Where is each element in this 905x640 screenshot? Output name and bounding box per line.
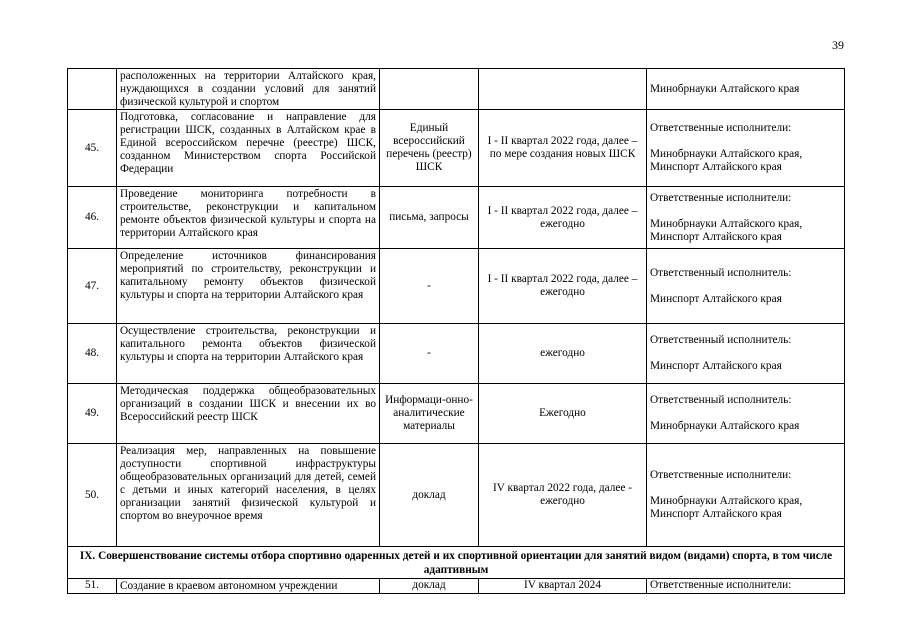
row-description: Подготовка, согласование и направление для регистрации ШСК, созданных в Алтайском крае в Единой всероссийском перечне (реестре) ШСК, созданном Министерством спорта Российской Федерации [117, 110, 380, 187]
row-description: Создание в краевом автономном учреждении [117, 579, 380, 594]
table-row [68, 249, 845, 324]
table-row [68, 324, 845, 384]
row-term: IV квартал 2022 года, далее - ежегодно [479, 444, 647, 547]
page-number: 39 [832, 38, 844, 52]
section-heading-row [68, 547, 845, 579]
row-responsible [647, 324, 845, 384]
table-row [68, 187, 845, 249]
row-description: Реализация мер, направленных на повышение доступности спортивной инфраструктуры общеобразовательных организаций для детей, семей с детьми и иных категорий населения, в целях организации занятий физической культурой и спортом во внеурочное время [117, 444, 380, 547]
responsible-heading: Ответственные исполнители: [647, 579, 845, 594]
row-responsible [647, 384, 845, 444]
row-responsible [647, 69, 845, 110]
row-document: - [380, 249, 479, 324]
row-number: 45. [68, 110, 117, 187]
table-row [68, 69, 845, 110]
row-description: Проведение мониторинга потребности в строительстве, реконструкции и капитальном ремонте объектов физической культуры и спорта на территории Алтайского края [117, 187, 380, 249]
row-term [479, 69, 647, 110]
responsible-line: Минобрнауки Алтайского края [650, 82, 800, 95]
responsible-heading: Ответственные исполнители: [650, 122, 792, 134]
responsible-line: Минспорт Алтайского края [650, 230, 782, 243]
responsible-heading: Ответственный исполнитель: [650, 394, 792, 406]
section-title: IX. Совершенствование системы отбора спортивно одаренных детей и их спортивной ориентации для занятий видом (видами) спорта, в том числе адаптивным [68, 547, 845, 579]
row-document [380, 69, 479, 110]
row-description: Определение источников финансирования мероприятий по строительству, реконструкции и капитальному ремонту объектов физической культуры и спорта на территории Алтайского края [117, 249, 380, 324]
row-responsible [647, 110, 845, 187]
row-term: IV квартал 2024 [479, 579, 647, 594]
row-description: Осуществление строительства, реконструкции и капитального ремонта объектов физической культуры и спорта на территории Алтайского края [117, 324, 380, 384]
row-document: Информаци-онно-аналитические материалы [380, 384, 479, 444]
responsible-line: Минобрнауки Алтайского края, [650, 495, 803, 507]
row-term: I - II квартал 2022 года, далее – по мере создания новых ШСК [479, 110, 647, 187]
row-description: расположенных на территории Алтайского края, нуждающихся в создании условий для занятий физической культурой и спортом [117, 69, 380, 110]
responsible-heading: Ответственные исполнители: [650, 191, 792, 204]
row-number: 50. [68, 444, 117, 547]
action-plan-table [67, 68, 845, 594]
row-responsible [647, 444, 845, 547]
row-document: доклад [380, 579, 479, 594]
row-document: - [380, 324, 479, 384]
table-row [68, 384, 845, 444]
table-row [68, 444, 845, 547]
row-term: Ежегодно [479, 384, 647, 444]
responsible-line: Минспорт Алтайского края [650, 360, 782, 372]
row-number: 46. [68, 187, 117, 249]
table-row [68, 579, 845, 594]
row-term: ежегодно [479, 324, 647, 384]
row-number: 47. [68, 249, 117, 324]
row-document: доклад [380, 444, 479, 547]
row-number [68, 69, 117, 110]
row-number: 48. [68, 324, 117, 384]
row-number: 49. [68, 384, 117, 444]
row-number: 51. [68, 579, 117, 594]
row-description: Методическая поддержка общеобразовательных организаций в создании ШСК и внесении их во Всероссийский реестр ШСК [117, 384, 380, 444]
responsible-heading: Ответственные исполнители: [650, 469, 792, 481]
row-document: письма, запросы [380, 187, 479, 249]
responsible-heading: Ответственный исполнитель: [650, 266, 792, 279]
responsible-line: Минспорт Алтайского края [650, 292, 782, 305]
responsible-line: Минобрнауки Алтайского края, [650, 148, 803, 160]
row-term: I - II квартал 2022 года, далее – ежегодно [479, 249, 647, 324]
row-document: Единый всероссийский перечень (реестр) ШСК [380, 110, 479, 187]
row-term: I - II квартал 2022 года, далее – ежегодно [479, 187, 647, 249]
row-responsible [647, 187, 845, 249]
row-responsible [647, 249, 845, 324]
table-row [68, 110, 845, 187]
responsible-heading: Ответственный исполнитель: [650, 334, 792, 346]
responsible-line: Минобрнауки Алтайского края, [650, 217, 803, 230]
responsible-line: Минобрнауки Алтайского края [650, 420, 800, 432]
responsible-line: Минспорт Алтайского края [650, 508, 782, 520]
responsible-line: Минспорт Алтайского края [650, 161, 782, 173]
